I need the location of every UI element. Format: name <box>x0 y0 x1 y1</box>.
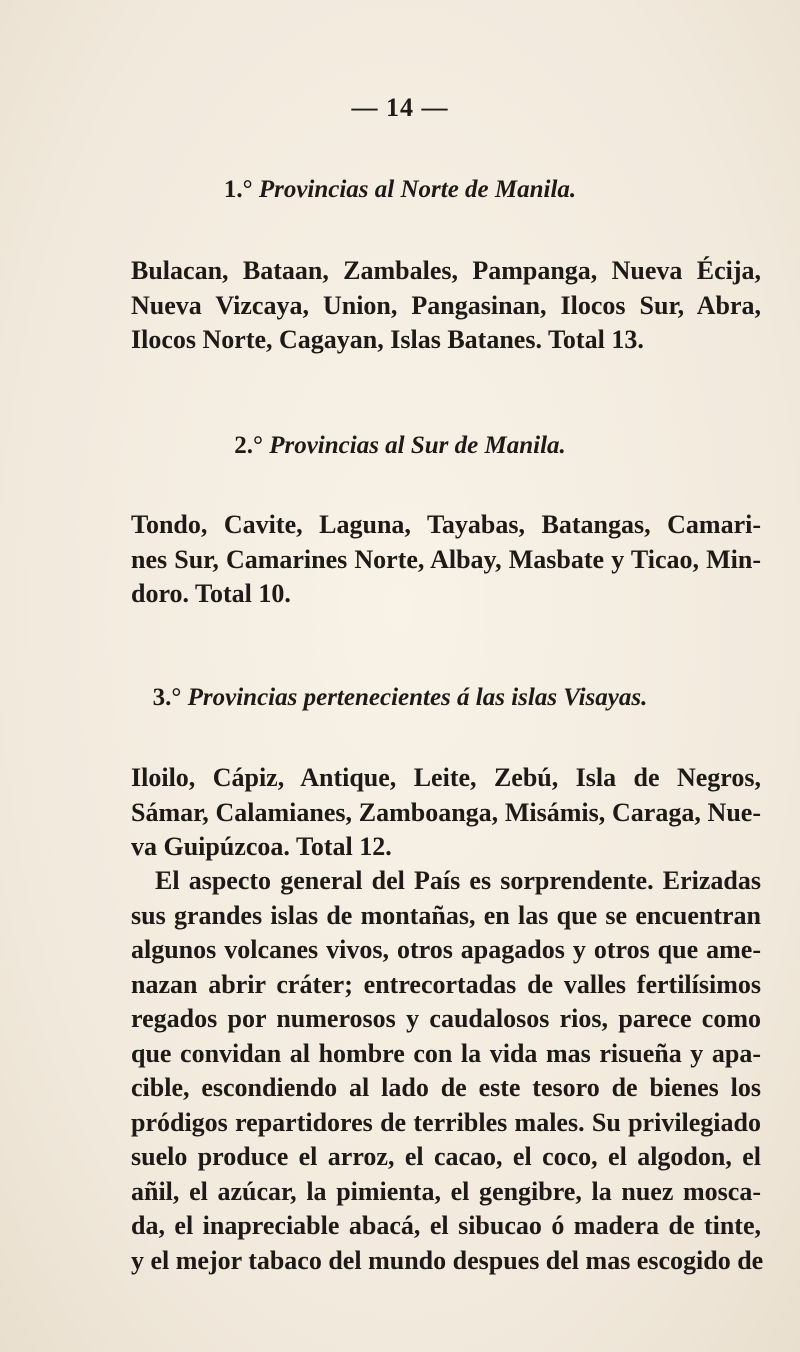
section-title: Provincias pertenecientes á las islas Visayas. <box>187 684 648 711</box>
text-line: cible, escondiendo al lado de este tesoro de bienes los <box>131 1073 761 1102</box>
section-number: 1.° <box>223 176 253 203</box>
text-line: Nueva Vizcaya, Union, Pangasinan, Ilocos Sur, Abra, <box>131 290 761 320</box>
text-line: Ilocos Norte, Cagayan, Islas Batanes. Total 13. <box>131 325 644 354</box>
section-number: 2.° <box>234 432 263 459</box>
text-line: da, el inapreciable abacá, el sibucao ó madera de tinte, <box>131 1211 761 1240</box>
section-heading-3 <box>0 684 800 712</box>
body-paragraph <box>131 864 764 1278</box>
section-title: Provincias al Sur de Manila. <box>269 432 566 459</box>
section-2-paragraph <box>131 508 761 612</box>
text-line: y el mejor tabaco del mundo despues del mas escogido de <box>131 1245 764 1275</box>
text-line: pródigos repartidores de terribles males. Su privilegiado <box>131 1107 761 1137</box>
page-number: — 14 — <box>351 93 449 122</box>
text-line: va Guipúzcoa. Total 12. <box>131 832 392 861</box>
section-heading-1 <box>0 176 800 204</box>
text-line: Iloilo, Cápiz, Antique, Leite, Zebú, Isla de Negros, <box>131 763 761 792</box>
section-number: 3.° <box>152 684 182 711</box>
section-1-paragraph <box>131 254 761 358</box>
text-line: añil, el azúcar, la pimienta, el gengibre, la nuez mosca- <box>131 1176 761 1206</box>
text-line: Sámar, Calamianes, Zamboanga, Misámis, Caraga, Nue- <box>131 797 761 827</box>
text-line: nes Sur, Camarines Norte, Albay, Masbate y Ticao, Min- <box>131 544 761 574</box>
section-title: Provincias al Norte de Manila. <box>258 176 577 203</box>
text-line: algunos volcanes vivos, otros apagados y otros que ame- <box>131 935 761 964</box>
text-line: Tondo, Cavite, Laguna, Tayabas, Batangas, Camari- <box>131 510 761 539</box>
text-line: Bulacan, Bataan, Zambales, Pampanga, Nueva Écija, <box>131 256 761 285</box>
text-line: que convidan al hombre con la vida mas risueña y apa- <box>131 1038 761 1068</box>
text-line: suelo produce el arroz, el cacao, el coco, el algodon, el <box>131 1142 761 1171</box>
text-line: regados por numerosos y caudalosos rios, parece como <box>131 1004 761 1033</box>
text-line: El aspecto general del País es sorprendente. Erizadas <box>155 866 761 895</box>
text-line: doro. Total 10. <box>131 579 291 608</box>
text-line: nazan abrir cráter; entrecortadas de valles fertilísimos <box>131 969 761 999</box>
section-heading-2 <box>0 432 800 460</box>
section-3-paragraph <box>131 761 761 865</box>
text-line: sus grandes islas de montañas, en las que se encuentran <box>131 900 761 930</box>
